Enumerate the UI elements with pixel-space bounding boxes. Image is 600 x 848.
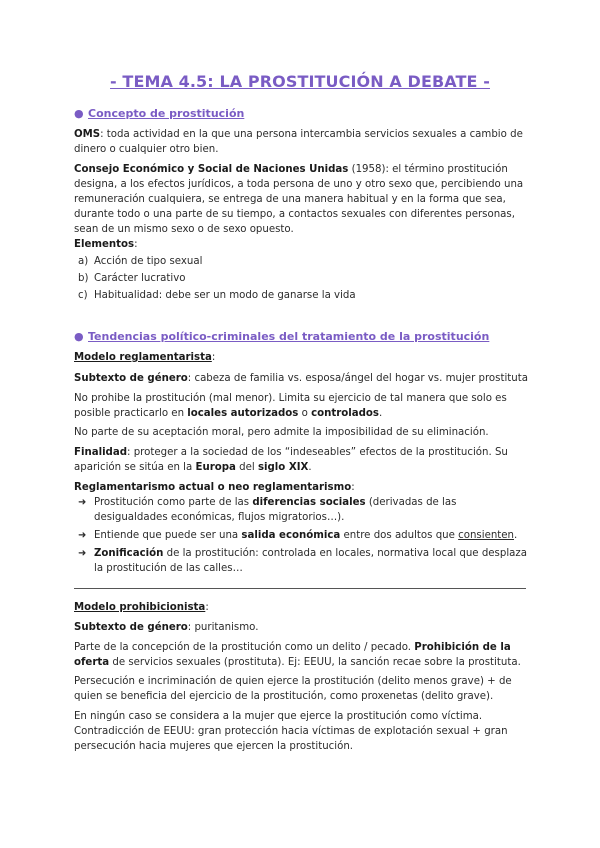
list-item: c) Habitualidad: debe ser un modo de ganarse la vida [78, 290, 356, 301]
paragraph-pro-3: En ningún caso se considera a la mujer que ejerce la prostitución como víctima. Contradicción de EEUU: gran protección hacia víctimas de explotación sexual + gran persecución hacia mujeres que ejercen la prostitución. [74, 711, 508, 752]
paragraph-reg-1: No prohibe la prostitución (mal menor). Limita su ejercicio de tal manera que solo es posible practicarlo en locales autorizados o controlados. [74, 393, 507, 419]
divider [74, 588, 526, 589]
bullet-icon: ● [74, 330, 84, 343]
paragraph-cesnu: Consejo Económico y Social de Naciones Unidas (1958): el término prostitución designa, a los efectos jurídicos, a toda persona de uno y otro sexo que, percibiendo una remuneración cualquiera, se entrega de una manera habitual y en la forma que sea, durante todo o una parte de su tiempo, a contactos sexuales con diferentes personas, sean de un mismo sexo o de sexo opuesto. [74, 164, 524, 235]
model-prohibicionista-label: Modelo prohibicionista: [74, 602, 209, 613]
bullet-icon: ● [74, 107, 84, 120]
paragraph-reg-2: No parte de su aceptación moral, pero admite la imposibilidad de su eliminación. [74, 427, 489, 438]
section-heading-concepto: ● Concepto de prostitución [74, 107, 245, 120]
arrow-icon: ➜ [78, 548, 87, 559]
neo-reglamentarismo-list [78, 495, 530, 579]
arrow-icon: ➜ [78, 530, 87, 541]
neo-reglamentarismo-label: Reglamentarismo actual o neo reglamentarismo: [74, 482, 355, 493]
list-item: ➜ Prostitución como parte de las diferencias sociales (derivadas de las desigualdades económicas, flujos migratorios…). [78, 497, 457, 523]
list-item: b) Carácter lucrativo [78, 273, 186, 284]
elements-label: Elementos: [74, 239, 138, 250]
list-item: ➜ Zonificación de la prostitución: controlada en locales, normativa local que desplaza la prostitución de las calles… [78, 548, 527, 574]
list-item: ➜ Entiende que puede ser una salida económica entre dos adultos que consienten. [78, 530, 518, 541]
page-title: - TEMA 4.5: LA PROSTITUCIÓN A DEBATE - [110, 72, 490, 91]
section-heading-tendencias: ● Tendencias político-criminales del tratamiento de la prostitución [74, 330, 490, 343]
arrow-icon: ➜ [78, 497, 87, 508]
paragraph-oms: OMS: toda actividad en la que una persona intercambia servicios sexuales a cambio de dinero o cualquier otro bien. [74, 129, 523, 155]
model-reglamentarista-label: Modelo reglamentarista: [74, 352, 216, 363]
elements-list [78, 253, 528, 304]
paragraph-subtexto-pro: Subtexto de género: puritanismo. [74, 622, 259, 633]
paragraph-finalidad: Finalidad: proteger a la sociedad de los “indeseables” efectos de la prostitución. Su aparición se sitúa en la Europa del siglo XIX. [74, 447, 508, 473]
paragraph-pro-2: Persecución e incriminación de quien ejerce la prostitución (delito menos grave) + de quien se beneficia del ejercicio de la prostitución, como proxenetas (delito grave). [74, 676, 512, 702]
paragraph-subtexto-reg: Subtexto de género: cabeza de familia vs. esposa/ángel del hogar vs. mujer prostituta [74, 373, 528, 384]
paragraph-pro-1: Parte de la concepción de la prostitución como un delito / pecado. Prohibición de la oferta de servicios sexuales (prostituta). Ej: EEUU, la sanción recae sobre la prostituta. [74, 642, 521, 668]
list-item: a) Acción de tipo sexual [78, 256, 203, 267]
